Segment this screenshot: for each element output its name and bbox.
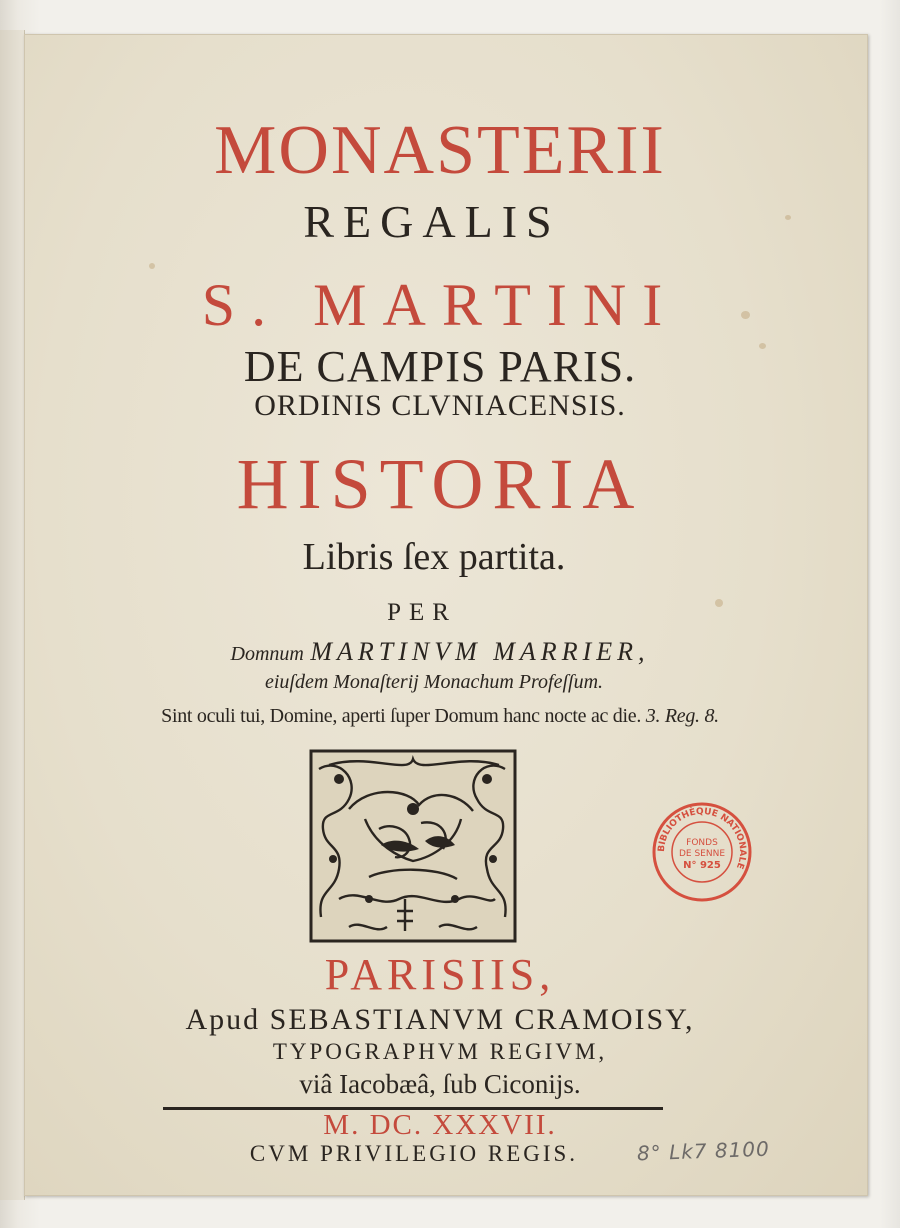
motto-reference: 3. Reg. 8. xyxy=(645,705,719,727)
author-prefix: Domnum xyxy=(230,643,304,665)
library-stamp xyxy=(651,801,753,903)
printers-device-woodcut xyxy=(309,749,517,943)
foxing-spot xyxy=(149,263,155,269)
stamp-line-1: FONDS xyxy=(686,838,718,848)
privilege-line: CVM PRIVILEGIO REGIS. xyxy=(249,1141,579,1166)
title-page xyxy=(24,34,868,1196)
imprint-year: M. DC. XXXVII. xyxy=(323,1109,557,1141)
stamp-line-2: DE SENNE xyxy=(678,849,726,859)
stamp-ring-text: BIBLIOTHÈQUE NATIONALE xyxy=(656,806,748,871)
imprint-city: PARISIIS, xyxy=(324,950,556,999)
author-role: eiuſdem Monaſterij Monachum Profeſſum. xyxy=(264,671,604,693)
imprint-printer-title: TYPOGRAPHVM REGIVM, xyxy=(272,1039,608,1064)
pencil-shelfmark: 8° Lk7 8100 xyxy=(636,1136,771,1166)
imprint-address: viâ Iacobæâ, ſub Ciconijs. xyxy=(299,1069,581,1099)
title-line-ordinis: ORDINIS CLVNIACENSIS. xyxy=(254,389,626,422)
title-line-de-campis: DE CAMPIS PARIS. xyxy=(243,342,637,391)
motto-text: Sint oculi tui, Domine, aperti ſuper Domum hanc nocte ac die. xyxy=(161,705,642,727)
title-line-historia: HISTORIA xyxy=(236,444,644,524)
subtitle-per: PER xyxy=(387,599,457,626)
author-name: MARTINVM MARRIER, xyxy=(310,637,650,666)
stamp-line-3: N° 925 xyxy=(683,860,721,871)
subtitle-libris: Libris ſex partita. xyxy=(302,536,566,578)
imprint-printer: Apud SEBASTIANVM CRAMOISY, xyxy=(185,1003,695,1036)
author-line xyxy=(19,637,861,667)
title-line-s-martini: S. MARTINI xyxy=(201,272,679,338)
title-line-monasterii: MONASTERII xyxy=(214,112,666,189)
motto-line xyxy=(19,705,861,728)
title-line-regalis: REGALIS xyxy=(303,196,561,247)
